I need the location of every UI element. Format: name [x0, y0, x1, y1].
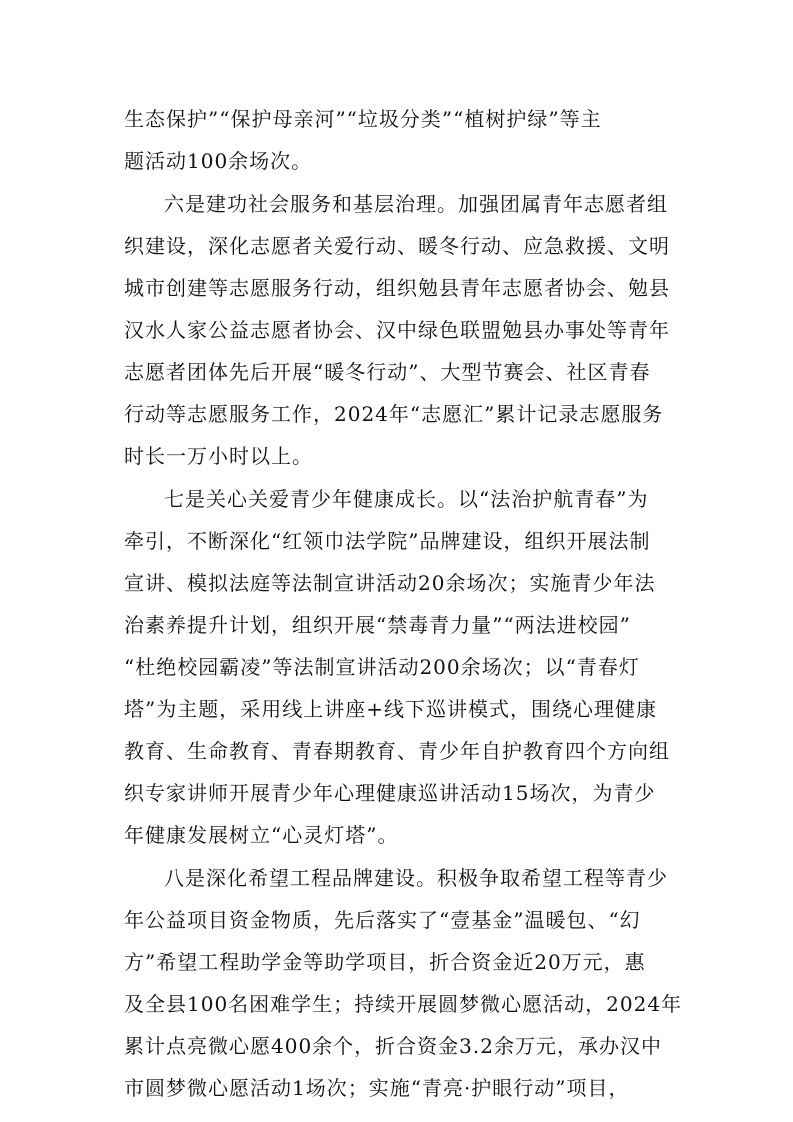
text-line: 累计点亮微心愿400余个，折合资金3.2余万元，承办汉中 [124, 1034, 662, 1058]
paragraph-heading-six: 六是建功社会服务和基层治理。加强团属青年志愿者组 [164, 192, 668, 216]
text-line: 时长一万小时以上。 [124, 444, 313, 468]
text-line: 年公益项目资金物质，先后落实了“壹基金”温暖包、“幻 [124, 908, 641, 932]
paragraph-heading-seven: 七是关心关爱青少年健康成长。以“法治护航青春”为 [164, 487, 649, 511]
text-line: 治素养提升计划，组织开展“禁毒青力量”“两法进校园” [124, 613, 631, 637]
text-line: 宣讲、模拟法庭等法制宣讲活动20余场次；实施青少年法 [124, 571, 656, 595]
text-line: 城市创建等志愿服务行动，组织勉县青年志愿者协会、勉县 [124, 276, 670, 300]
text-line: 题活动100余场次。 [124, 149, 313, 173]
text-line: 牵引，不断深化“红领巾法学院”品牌建设，组织开展法制 [124, 529, 651, 553]
text-line: 方”希望工程助学金等助学项目，折合资金近20万元，惠 [124, 950, 646, 974]
text-line: 及全县100名困难学生；持续开展圆梦微心愿活动，2024年 [124, 992, 683, 1016]
text-line: 塔”为主题，采用线上讲座+线下巡讲模式，围绕心理健康 [124, 697, 657, 721]
text-line: 市圆梦微心愿活动1场次；实施“青亮·护眼行动”项目， [124, 1076, 630, 1100]
text-line: 行动等志愿服务工作，2024年“志愿汇”累计记录志愿服务 [124, 402, 664, 426]
text-line: 织建设，深化志愿者关爱行动、暖冬行动、应急救援、文明 [124, 234, 670, 258]
text-line: 教育、生命教育、青春期教育、青少年自护教育四个方向组 [124, 739, 670, 763]
text-line: “杜绝校园霸凌”等法制宣讲活动200余场次；以“青春灯 [124, 655, 640, 679]
text-line: 志愿者团体先后开展“暖冬行动”、大型节赛会、社区青春 [124, 360, 651, 384]
text-line: 汉水人家公益志愿者协会、汉中绿色联盟勉县办事处等青年 [124, 318, 670, 342]
text-line: 织专家讲师开展青少年心理健康巡讲活动15场次，为青少 [124, 781, 656, 805]
paragraph-heading-eight: 八是深化希望工程品牌建设。积极争取希望工程等青少 [164, 866, 668, 890]
text-line: 生态保护”“保护母亲河”“垃圾分类”“植树护绿”等主 [124, 107, 602, 131]
text-line: 年健康发展树立“心灵灯塔”。 [124, 823, 399, 847]
